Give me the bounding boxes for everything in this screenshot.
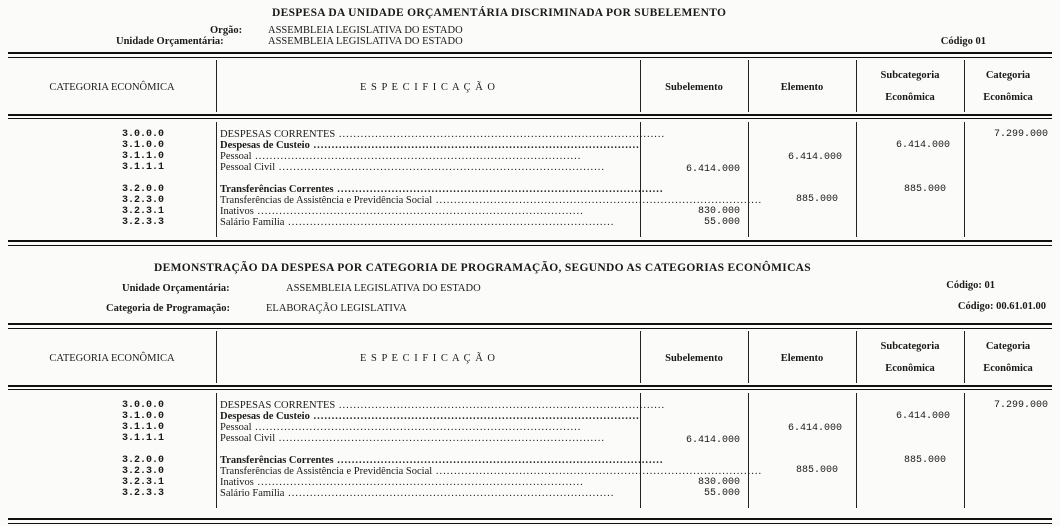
section1-title: DESPESA DA UNIDADE ORÇAMENTÁRIA DISCRIMINADA POR SUBELEMENTO: [272, 7, 727, 19]
header-subelemento: Subelemento: [665, 82, 723, 93]
section2-title: DEMONSTRAÇÃO DA DESPESA POR CATEGORIA DE PROGRAMAÇÃO, SEGUNDO AS CATEGORIAS ECONÔMICAS: [154, 262, 811, 274]
s2-unidade-label: Unidade Orçamentária:: [122, 283, 230, 294]
code-cell: 3.2.3.0: [121, 466, 164, 477]
spec-row: [220, 411, 640, 422]
header-divider: [964, 331, 965, 383]
spec-row: [220, 162, 636, 173]
value-subelemento-pessoal-civil: 6.414.000: [685, 435, 740, 446]
body-divider: [748, 122, 749, 237]
leader-dots: ..........................................................................................: [275, 162, 606, 173]
body-divider: [964, 393, 965, 508]
spec-row: [220, 129, 666, 140]
code-cell: 3.2.0.0: [121, 455, 164, 466]
body-divider: [964, 122, 965, 237]
leader-dots: ..........................................................................................: [335, 400, 666, 411]
spec-text: Transferências de Assistência e Previdência Social: [220, 466, 433, 477]
s2-categoria-value: ELABORAÇÃO LEGISLATIVA: [266, 303, 407, 314]
header-categoria-1: Categoria: [985, 341, 1031, 352]
code-cell: 3.2.3.3: [121, 488, 164, 499]
spec-row: [220, 140, 640, 151]
spec-text: DESPESAS CORRENTES: [220, 400, 336, 411]
leader-dots: ..........................................................................................: [284, 217, 615, 228]
spec-text: Transferências de Assistência e Previdência Social: [220, 195, 433, 206]
code-cell: 3.2.3.1: [121, 477, 164, 488]
section2-top-rule: [8, 323, 1052, 325]
header-rule-thin: [8, 118, 1052, 119]
spec-row: [220, 195, 763, 206]
leader-dots: ..........................................................................................: [335, 129, 666, 140]
value-subelemento-salario: 55.000: [703, 488, 740, 499]
header-categoria-2: Econômica: [983, 92, 1033, 103]
body-divider: [216, 122, 217, 237]
spec-row: [220, 422, 636, 433]
code-cell: [68, 444, 164, 455]
section2-top-rule-thin: [8, 328, 1052, 329]
leader-dots: ..........................................................................................: [275, 433, 606, 444]
spec-row: [220, 455, 664, 466]
code-cell: 3.1.1.0: [121, 422, 164, 433]
header-especificacao: E S P E C I F I C A Ç Ã O: [359, 353, 497, 364]
spec-row: [220, 400, 666, 411]
header-especificacao: E S P E C I F I C A Ç Ã O: [359, 82, 497, 93]
value-categoria-correntes: 7.299.000: [993, 400, 1048, 411]
header-divider: [856, 331, 857, 383]
header-divider: [640, 331, 641, 383]
section2-table: [8, 331, 1052, 521]
spec-text: Salário Família: [220, 217, 285, 228]
spec-row: [220, 466, 763, 477]
header-divider: [964, 60, 965, 112]
orgao-value: ASSEMBLEIA LEGISLATIVA DO ESTADO: [268, 25, 463, 36]
value-subelemento-salario: 55.000: [703, 217, 740, 228]
body-divider: [216, 393, 217, 508]
leader-dots: ..........................................................................................: [333, 455, 664, 466]
spec-text: Pessoal: [220, 151, 252, 162]
spec-text: DESPESAS CORRENTES: [220, 129, 336, 140]
value-elemento-transferencias: 885.000: [795, 194, 838, 205]
spec-text: Transferências Correntes: [220, 455, 334, 466]
header-cat-economica: CATEGORIA ECONÔMICA: [49, 353, 175, 364]
value-subelemento-pessoal-civil: 6.414.000: [685, 164, 740, 175]
section1-bottom-rule: [8, 240, 1052, 242]
leader-dots: ..........................................................................................: [432, 195, 763, 206]
code-cell: 3.2.0.0: [121, 184, 164, 195]
value-subelemento-inativos: 830.000: [697, 477, 740, 488]
section1-code: Código 01: [940, 36, 986, 47]
code-cell: 3.1.1.1: [121, 162, 164, 173]
section1-top-rule: [8, 52, 1052, 54]
header-divider: [640, 60, 641, 112]
header-cat-economica: CATEGORIA ECONÔMICA: [49, 82, 175, 93]
value-subcategoria-transferencias: 885.000: [903, 184, 946, 195]
spec-text: Pessoal Civil: [220, 433, 276, 444]
leader-dots: ..........................................................................................: [309, 140, 640, 151]
leader-dots: ..........................................................................................: [253, 477, 584, 488]
code-cell: 3.2.3.0: [121, 195, 164, 206]
header-rule-thin: [8, 389, 1052, 390]
unidade-label: Unidade Orçamentária:: [116, 36, 224, 47]
header-subcategoria-1: Subcategoria: [880, 70, 940, 81]
header-divider: [748, 331, 749, 383]
spec-row: [220, 433, 636, 444]
leader-dots: ..........................................................................................: [251, 151, 582, 162]
code-cell: 3.2.3.1: [121, 206, 164, 217]
header-divider: [216, 60, 217, 112]
header-subcategoria-1: Subcategoria: [880, 341, 940, 352]
spec-row: [220, 477, 636, 488]
unidade-value: ASSEMBLEIA LEGISLATIVA DO ESTADO: [268, 36, 463, 47]
spec-text: Inativos: [220, 477, 254, 488]
code-cell: [68, 173, 164, 184]
value-subcategoria-transferencias: 885.000: [903, 455, 946, 466]
code-cell: 3.0.0.0: [121, 400, 164, 411]
spec-row: [220, 173, 636, 184]
spec-text: Salário Família: [220, 488, 285, 499]
header-subcategoria-2: Econômica: [885, 363, 935, 374]
leader-dots: ..........................................................................................: [251, 422, 582, 433]
header-rule: [8, 114, 1052, 116]
spec-row: [220, 488, 636, 499]
header-elemento: Elemento: [780, 353, 824, 364]
codes-column: [68, 400, 164, 499]
code-cell: 3.0.0.0: [121, 129, 164, 140]
header-categoria-1: Categoria: [985, 70, 1031, 81]
section1-table: [8, 60, 1052, 244]
code-cell: 3.1.0.0: [121, 411, 164, 422]
leader-dots: ..........................................................................................: [253, 206, 584, 217]
spec-text: Pessoal: [220, 422, 252, 433]
spec-text: Transferências Correntes: [220, 184, 334, 195]
code-cell: 3.2.3.3: [121, 217, 164, 228]
value-elemento-pessoal: 6.414.000: [787, 152, 842, 163]
section2-bottom-rule: [8, 518, 1052, 520]
value-subelemento-inativos: 830.000: [697, 206, 740, 217]
code-cell: 3.1.0.0: [121, 140, 164, 151]
body-divider: [748, 393, 749, 508]
body-divider: [856, 122, 857, 237]
spec-row: [220, 444, 636, 455]
code-cell: 3.1.1.0: [121, 151, 164, 162]
value-subcategoria-custeio: 6.414.000: [895, 140, 950, 151]
header-rule: [8, 385, 1052, 387]
spec-text: Despesas de Custeio: [220, 411, 310, 422]
s2-unidade-code: Código: 01: [946, 280, 995, 291]
header-divider: [216, 331, 217, 383]
header-subelemento: Subelemento: [665, 353, 723, 364]
section2-bottom-rule-thin: [8, 523, 1052, 524]
header-divider: [748, 60, 749, 112]
code-cell: 3.1.1.1: [121, 433, 164, 444]
header-elemento: Elemento: [780, 82, 824, 93]
leader-dots: ..........................................................................................: [432, 466, 763, 477]
spec-row: [220, 217, 636, 228]
value-subcategoria-custeio: 6.414.000: [895, 411, 950, 422]
leader-dots: ..........................................................................................: [284, 488, 615, 499]
leader-dots: ..........................................................................................: [309, 411, 640, 422]
spec-text: Pessoal Civil: [220, 162, 276, 173]
leader-dots: ..........................................................................................: [333, 184, 664, 195]
spec-text: Inativos: [220, 206, 254, 217]
header-subcategoria-2: Econômica: [885, 92, 935, 103]
spec-row: [220, 184, 664, 195]
section1-top-rule-thin: [8, 57, 1052, 58]
header-categoria-2: Econômica: [983, 363, 1033, 374]
value-categoria-correntes: 7.299.000: [993, 129, 1048, 140]
section1-bottom-rule-thin: [8, 245, 1052, 246]
s2-unidade-value: ASSEMBLEIA LEGISLATIVA DO ESTADO: [286, 283, 481, 294]
value-elemento-pessoal: 6.414.000: [787, 423, 842, 434]
s2-categoria-code: Código: 00.61.01.00: [957, 301, 1046, 312]
codes-column: [68, 129, 164, 228]
header-divider: [856, 60, 857, 112]
spec-row: [220, 206, 636, 217]
value-elemento-transferencias: 885.000: [795, 465, 838, 476]
spec-row: [220, 151, 636, 162]
s2-categoria-label: Categoria de Programação:: [106, 303, 231, 314]
body-divider: [856, 393, 857, 508]
spec-text: Despesas de Custeio: [220, 140, 310, 151]
orgao-label: Orgão:: [210, 25, 243, 36]
